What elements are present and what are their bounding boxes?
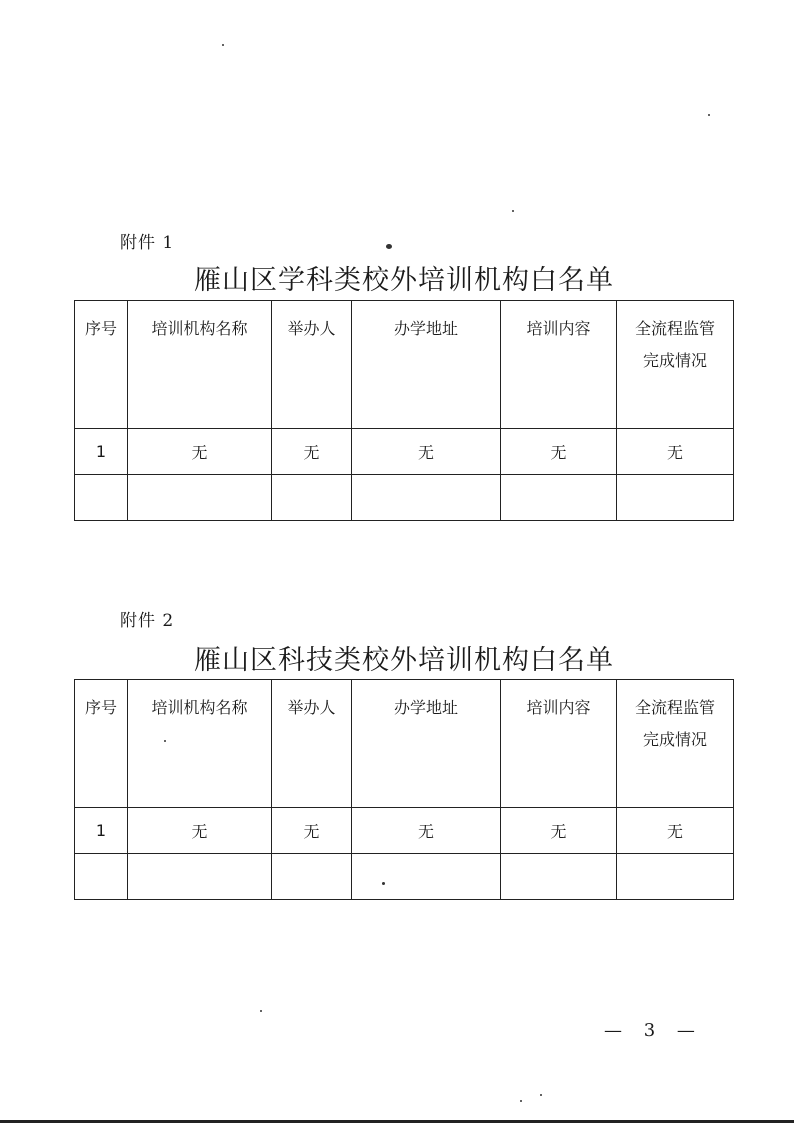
- scan-speck: [512, 210, 514, 212]
- scan-speck: [520, 1100, 522, 1102]
- attachment-1-table: [74, 300, 734, 521]
- header-institution-name: 培训机构名称: [128, 680, 272, 808]
- header-address: 办学地址: [352, 301, 501, 429]
- header-supervision: [617, 301, 734, 429]
- cell-serial: 1: [75, 429, 128, 475]
- cell-training-content: [501, 854, 617, 900]
- cell-institution-name: 无: [128, 429, 272, 475]
- scan-speck: [222, 44, 224, 46]
- header-address: 办学地址: [352, 680, 501, 808]
- page-number: — 3 —: [604, 1020, 703, 1041]
- scan-speck: [386, 244, 392, 249]
- header-serial: 序号: [75, 680, 128, 808]
- cell-address: 无: [352, 429, 501, 475]
- cell-organizer: 无: [272, 429, 352, 475]
- scan-speck: [382, 882, 385, 885]
- cell-supervision: [617, 854, 734, 900]
- cell-training-content: 无: [501, 808, 617, 854]
- cell-organizer: [272, 475, 352, 521]
- table-row: [75, 854, 734, 900]
- attachment-2-table: [74, 679, 734, 900]
- cell-supervision: [617, 475, 734, 521]
- header-supervision-line2: 完成情况: [642, 351, 707, 370]
- table-header-row: [75, 680, 734, 808]
- scan-speck: [260, 1010, 262, 1012]
- table-row: [75, 429, 734, 475]
- cell-institution-name: [128, 475, 272, 521]
- cell-serial: [75, 854, 128, 900]
- cell-supervision: 无: [617, 429, 734, 475]
- scan-speck: [164, 740, 166, 742]
- cell-training-content: [501, 475, 617, 521]
- header-training-content: 培训内容: [501, 680, 617, 808]
- header-training-content: 培训内容: [501, 301, 617, 429]
- scan-speck: [540, 1094, 542, 1096]
- cell-training-content: 无: [501, 429, 617, 475]
- header-serial: 序号: [75, 301, 128, 429]
- header-organizer: 举办人: [272, 301, 352, 429]
- cell-institution-name: 无: [128, 808, 272, 854]
- cell-address: [352, 475, 501, 521]
- attachment-2-label: 附件 2: [120, 611, 175, 631]
- scan-speck: [708, 114, 710, 116]
- cell-organizer: [272, 854, 352, 900]
- header-supervision-line2: 完成情况: [642, 730, 707, 749]
- header-supervision: [617, 680, 734, 808]
- attachment-2-title: 雁山区科技类校外培训机构白名单: [194, 645, 614, 676]
- attachment-1-label: 附件 1: [120, 233, 175, 253]
- attachment-1-title: 雁山区学科类校外培训机构白名单: [194, 265, 614, 296]
- cell-serial: 1: [75, 808, 128, 854]
- cell-serial: [75, 475, 128, 521]
- cell-institution-name: [128, 854, 272, 900]
- table-header-row: [75, 301, 734, 429]
- header-institution-name: 培训机构名称: [128, 301, 272, 429]
- table-row: [75, 808, 734, 854]
- cell-organizer: 无: [272, 808, 352, 854]
- cell-supervision: 无: [617, 808, 734, 854]
- table-row: [75, 475, 734, 521]
- cell-address: [352, 854, 501, 900]
- header-supervision-line1: 全流程监管: [634, 698, 715, 717]
- header-supervision-line1: 全流程监管: [634, 319, 715, 338]
- header-organizer: 举办人: [272, 680, 352, 808]
- cell-address: 无: [352, 808, 501, 854]
